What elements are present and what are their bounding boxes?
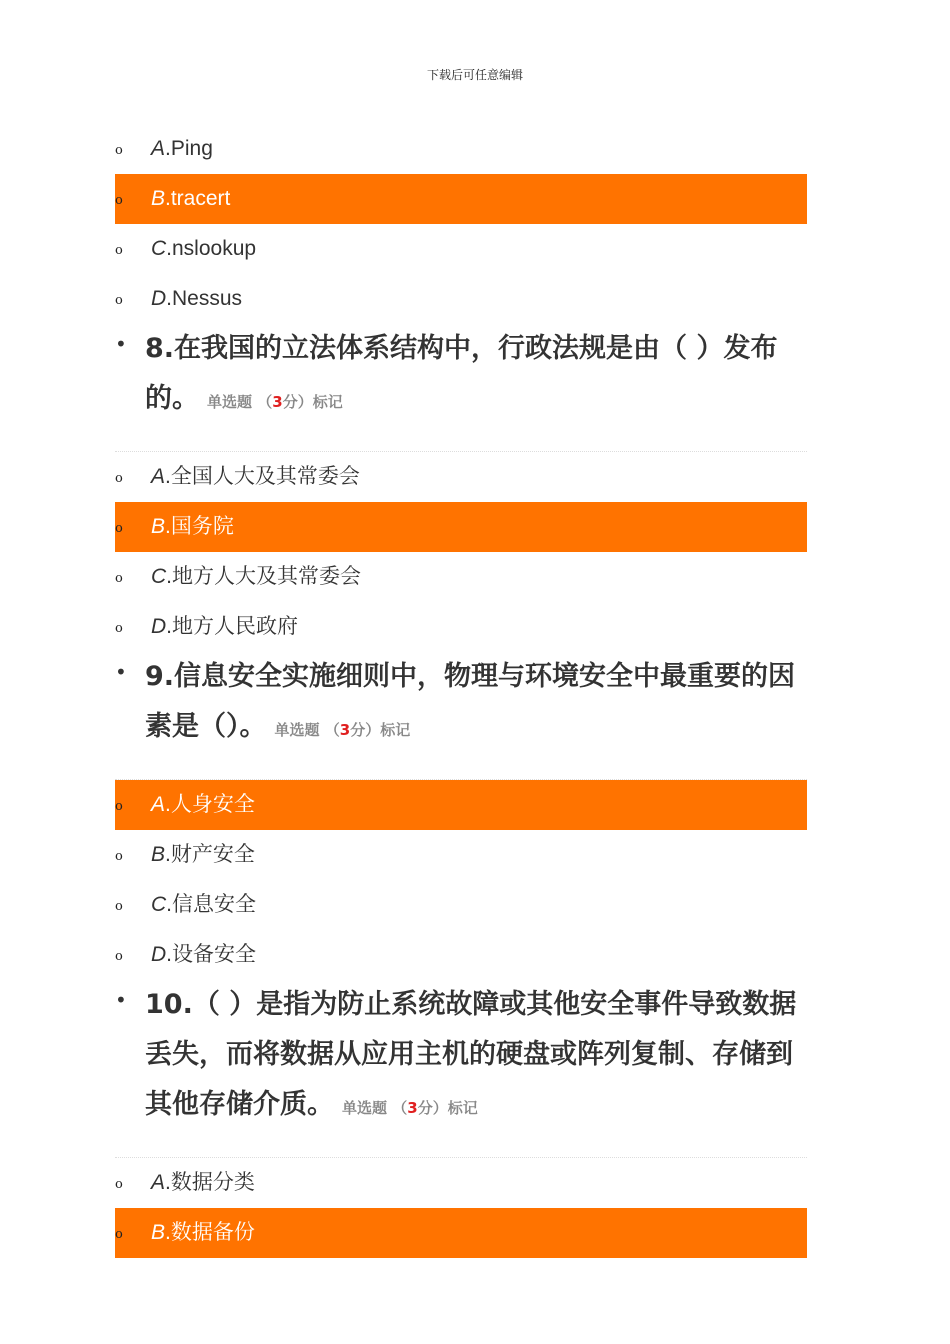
question-type-label: 单选题	[274, 721, 320, 739]
q7-option-b-selected[interactable]	[115, 174, 807, 224]
option-text: .数据备份	[165, 1221, 255, 1244]
option-text: .Ping	[165, 137, 213, 160]
option-letter: C	[151, 565, 167, 588]
question-score: 3	[272, 393, 283, 411]
option-text: .全国人大及其常委会	[165, 465, 360, 488]
question-10-text: 10.（ ）是指为防止系统故障或其他安全事件导致数据丢失，而将数据从应用主机的硬盘或阵列复制、存储到其他存储介质。	[145, 989, 797, 1120]
option-letter: A	[151, 793, 166, 816]
option-text: .信息安全	[166, 893, 257, 916]
q8-option-c[interactable]	[115, 552, 807, 602]
option-letter: B	[151, 187, 166, 210]
option-bullet: o	[115, 193, 123, 208]
option-letter: B	[151, 515, 166, 538]
option-letter: D	[151, 943, 167, 966]
option-letter: A	[151, 465, 166, 488]
question-score: 3	[339, 721, 351, 739]
option-text: .财产安全	[165, 843, 255, 866]
option-bullet: o	[115, 799, 123, 814]
option-letter: A	[151, 137, 166, 160]
question-8-meta	[207, 393, 343, 411]
question-9-text: 9.信息安全实施细则中，物理与环境安全中最重要的因素是（）。	[145, 661, 796, 742]
option-letter: B	[151, 843, 166, 866]
question-9-meta	[275, 721, 411, 739]
option-text: .人身安全	[165, 793, 255, 816]
option-bullet: o	[115, 849, 123, 864]
option-letter: D	[151, 615, 167, 638]
option-bullet: o	[115, 143, 123, 158]
score-close-mark[interactable]: 分）标记	[350, 721, 411, 739]
quiz-content	[115, 124, 807, 1258]
score-close-mark[interactable]: 分）标记	[417, 1099, 478, 1117]
option-bullet: o	[115, 521, 123, 536]
option-bullet: o	[115, 471, 123, 486]
q9-option-d[interactable]	[115, 930, 807, 980]
option-text: .nslookup	[166, 237, 257, 260]
q9-option-list	[115, 780, 807, 980]
option-bullet: o	[115, 293, 123, 308]
question-score: 3	[407, 1099, 418, 1117]
q10-option-a[interactable]	[115, 1158, 807, 1208]
option-letter: D	[151, 287, 167, 310]
score-close-mark[interactable]: 分）标记	[282, 393, 343, 411]
option-bullet: o	[115, 1227, 123, 1242]
option-text: .国务院	[165, 515, 234, 538]
option-bullet: o	[115, 949, 123, 964]
score-open: （	[392, 1099, 408, 1117]
option-bullet: o	[115, 571, 123, 586]
option-text: .数据分类	[165, 1171, 255, 1194]
q9-option-b[interactable]	[115, 830, 807, 880]
option-letter: C	[151, 893, 167, 916]
q9-option-a-selected[interactable]	[115, 780, 807, 830]
question-10	[115, 980, 807, 1158]
question-bullet: •	[115, 332, 127, 356]
question-8-text: 8.在我国的立法体系结构中，行政法规是由（ ）发布的。	[145, 333, 778, 414]
q8-option-list	[115, 452, 807, 652]
header-note: 下载后可任意编辑	[426, 68, 523, 82]
q9-option-c[interactable]	[115, 880, 807, 930]
option-letter: A	[151, 1171, 166, 1194]
q8-option-d[interactable]	[115, 602, 807, 652]
question-9	[115, 652, 807, 780]
q7-option-list	[115, 124, 807, 324]
option-bullet: o	[115, 621, 123, 636]
option-bullet: o	[115, 243, 123, 258]
q8-option-b-selected[interactable]	[115, 502, 807, 552]
q7-option-d[interactable]	[115, 274, 807, 324]
score-open: （	[257, 393, 273, 411]
q10-option-b-selected[interactable]	[115, 1208, 807, 1258]
option-letter: C	[151, 237, 167, 260]
option-text: .地方人大及其常委会	[166, 565, 362, 588]
q8-option-a[interactable]	[115, 452, 807, 502]
q10-option-list	[115, 1158, 807, 1258]
option-text: .地方人民政府	[166, 615, 299, 638]
question-bullet: •	[115, 660, 127, 684]
option-bullet: o	[115, 899, 123, 914]
option-text: .设备安全	[166, 943, 257, 966]
q7-option-c[interactable]	[115, 224, 807, 274]
question-type-label: 单选题	[207, 393, 253, 411]
q7-option-a[interactable]	[115, 124, 807, 174]
option-text: .Nessus	[166, 287, 243, 310]
question-bullet: •	[115, 988, 127, 1012]
option-letter: B	[151, 1221, 166, 1244]
score-open: （	[324, 721, 340, 739]
question-type-label: 单选题	[342, 1099, 388, 1117]
option-text: .tracert	[165, 187, 231, 210]
question-8	[115, 324, 807, 452]
question-10-meta	[342, 1099, 478, 1117]
option-bullet: o	[115, 1177, 123, 1192]
